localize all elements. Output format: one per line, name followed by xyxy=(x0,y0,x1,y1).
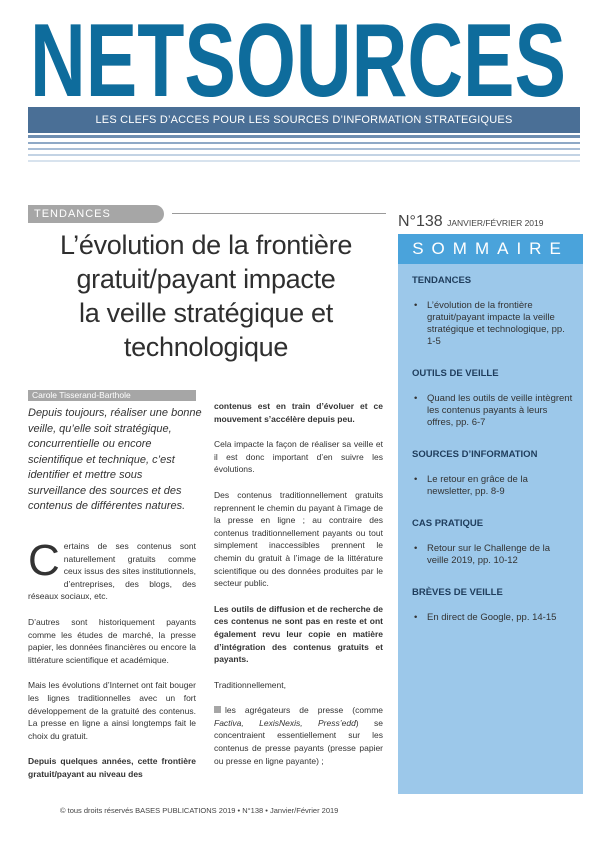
netsources-logo xyxy=(28,8,568,104)
paragraph: Des contenus traditionnellement gratuits reprennent le chemin du payant à l’image de la presse en ligne ; au contraire des contenus traditionnellement payants ou tout simplement inaccessibles prennent le chemin du gratuit à l’image de la littérature scientifique ou des données produites par le secteur public. xyxy=(214,489,383,589)
issue-info xyxy=(398,213,583,231)
drop-cap: C xyxy=(28,536,60,585)
title-line: la veille stratégique et xyxy=(79,298,333,328)
tagline: LES CLEFS D’ACCES POUR LES SOURCES D’INFORMATION STRATEGIQUES xyxy=(95,114,513,126)
paragraph: Mais les évolutions d’Internet ont fait bouger les lignes traditionnelles avec un fort développement de la gratuité des contenus. La presse en ligne a ainsi longtemps fait le choix du gratuit. xyxy=(28,680,196,741)
toc-section-title: BRÈVES DE VEILLE xyxy=(412,587,503,598)
article-title xyxy=(28,228,384,364)
bullet-paragraph xyxy=(214,704,383,767)
paragraph: Traditionnellement, xyxy=(214,679,286,690)
paragraph-text: ertains de ses contenus sont naturellement gratuits comme ceux issus des sites institutionnels, d’entreprises, des blogs, des réseaux sociaux, etc. xyxy=(28,541,196,602)
square-bullet-icon xyxy=(214,706,221,713)
issue-number: N°138 xyxy=(398,213,443,230)
toc-item[interactable]: • Quand les outils de veille intègrent les contenus payants à leurs offres, pp. 6-7 xyxy=(412,393,574,429)
paragraph: Cela impacte la façon de réaliser sa veille et il est donc important d’en suivre les évolutions. xyxy=(214,439,383,475)
article-column-1 xyxy=(28,536,196,794)
paragraph: contenus est en train d’évoluer et ce mouvement s’accélère depuis peu. xyxy=(214,401,383,424)
title-line: gratuit/payant impacte xyxy=(76,264,336,294)
page-footer: © tous droits réservés BASES PUBLICATIONS 2019 • N°138 • Janvier/Février 2019 xyxy=(60,806,339,815)
toc-section-title: TENDANCES xyxy=(412,275,472,286)
paragraph: Les outils de diffusion et de recherche de ces contenus ne sont pas en reste et ont également revu leur copie en matière d’intégration des contenus gratuits et payants. xyxy=(214,603,383,665)
toc-item[interactable]: • Le retour en grâce de la newsletter, pp. 8-9 xyxy=(412,474,574,498)
table-of-contents xyxy=(412,275,574,624)
article-column-2 xyxy=(214,400,383,780)
paragraph-text: les agrégateurs de presse (comme xyxy=(225,705,383,716)
section-divider xyxy=(172,213,386,214)
toc-section-title: CAS PRATIQUE xyxy=(412,518,484,529)
toc-item[interactable]: • L’évolution de la frontière gratuit/payant impacte la veille stratégique et technologique, pp. 1-5 xyxy=(412,300,574,348)
toc-item[interactable]: • En direct de Google, pp. 14-15 xyxy=(412,612,574,624)
author-bar: Carole Tisserand-Barthole xyxy=(28,390,196,401)
sommaire-title: SOMMAIRE xyxy=(412,239,569,258)
logo-text: NETSOURCES xyxy=(30,8,566,104)
title-line: technologique xyxy=(123,332,289,362)
paragraph: D’autres sont historiquement payants comme les études de marché, la presse papier, les données financières ou encore la littérature scientifique et académique. xyxy=(28,616,196,665)
paragraph xyxy=(28,536,196,603)
toc-section-title: OUTILS DE VEILLE xyxy=(412,368,499,379)
section-tag: TENDANCES xyxy=(28,205,164,223)
paragraph: Depuis quelques années, cette frontière gratuit/payant au niveau des xyxy=(28,756,196,779)
article-intro: Depuis toujours, réaliser une bonne veille, qu’elle soit stratégique, concurrentielle ou encore scientifique et technique, c’est identifier et mettre sous surveillance des sources et des contenus de différentes natures. xyxy=(28,407,202,512)
issue-date: JANVIER/FÉVRIER 2019 xyxy=(447,218,544,228)
masthead-stripes xyxy=(28,135,580,167)
toc-item[interactable]: • Retour sur le Challenge de la veille 2019, pp. 10-12 xyxy=(412,543,574,567)
aggregator-names: Factiva, LexisNexis, Press’edd xyxy=(214,717,356,728)
toc-section-title: SOURCES D’INFORMATION xyxy=(412,449,538,460)
paragraph-text: ) se concentraient essentiellement sur les contenus de presse payants (presse papier ou presse en ligne payante) ; xyxy=(214,717,383,766)
title-line: L’évolution de la frontière xyxy=(59,230,353,260)
